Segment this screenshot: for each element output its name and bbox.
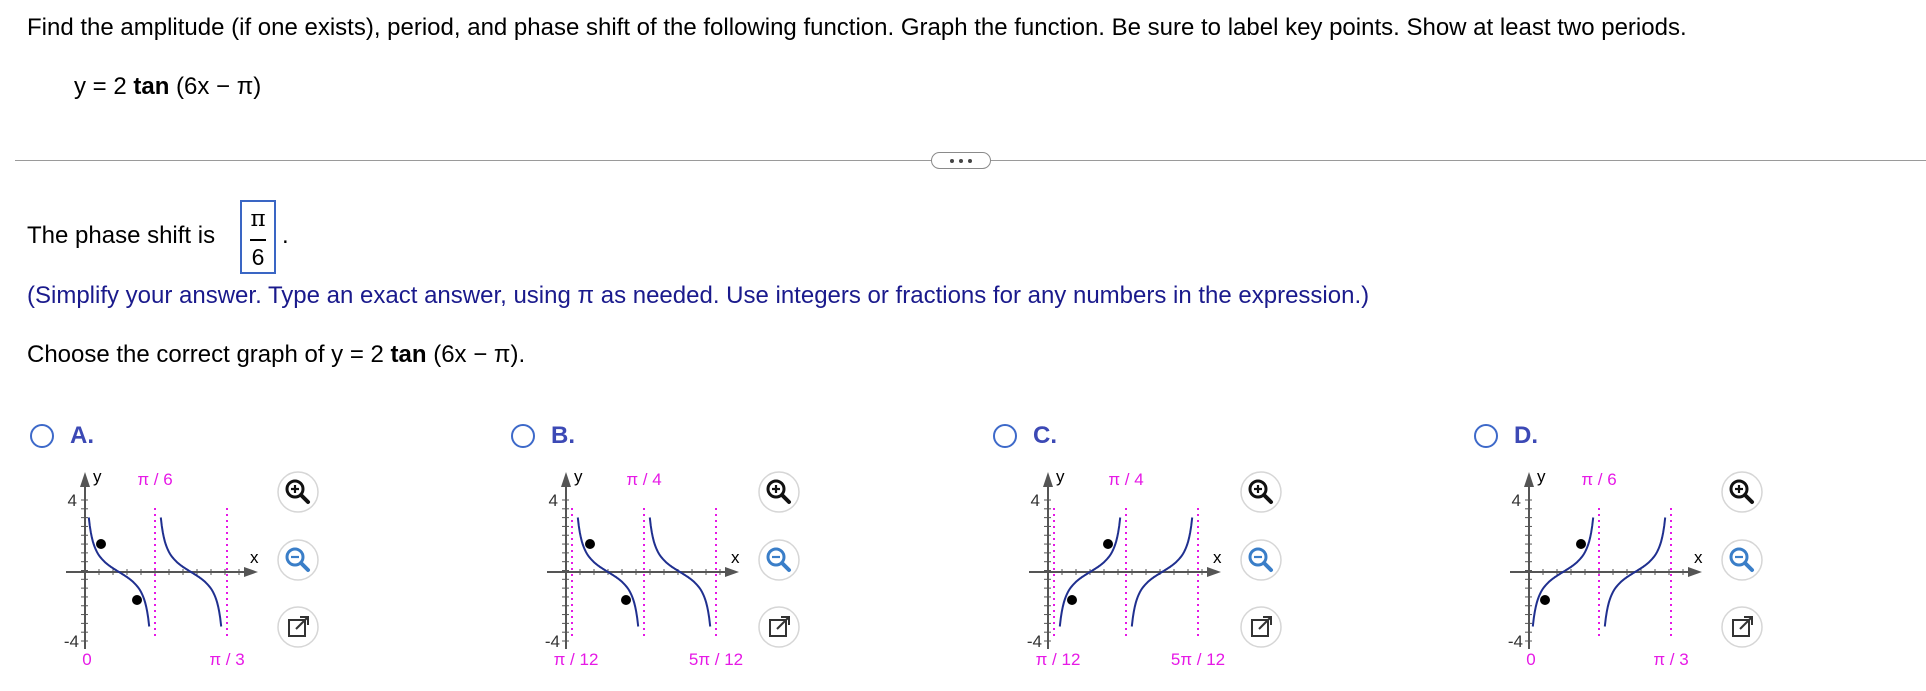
- option-radio[interactable]: [30, 424, 54, 448]
- tangent-graph: [1502, 460, 1727, 675]
- x-axis-label: x: [731, 548, 740, 567]
- choose-fn: tan: [390, 341, 427, 368]
- dot: [950, 159, 954, 163]
- zoom-out-icon[interactable]: [1720, 538, 1764, 582]
- answer-numerator: π: [250, 206, 266, 232]
- dot: [968, 159, 972, 163]
- choose-suffix: (6x − π).: [426, 341, 526, 368]
- option-letter: D.: [1514, 422, 1538, 449]
- y-axis-arrow: [1524, 472, 1534, 487]
- option-radio[interactable]: [1474, 424, 1498, 448]
- option-letter: C.: [1033, 422, 1057, 449]
- x-axis-arrow: [1688, 567, 1702, 577]
- zoom-in-icon[interactable]: [757, 470, 801, 514]
- right-x-label: π / 3: [209, 650, 245, 669]
- open-window-icon[interactable]: [757, 605, 801, 649]
- top-tick-label: π / 6: [137, 470, 173, 489]
- y-axis-label: y: [93, 467, 102, 486]
- top-tick-label: π / 6: [1581, 470, 1617, 489]
- right-x-label: 5π / 12: [1170, 650, 1226, 669]
- top-tick-label: π / 4: [626, 470, 662, 489]
- option-letter: A.: [70, 422, 94, 449]
- open-window-icon[interactable]: [1720, 605, 1764, 649]
- answer-hint: (Simplify your answer. Type an exact answer, using π as needed. Use integers or fractions for any numbers in the expression.): [27, 282, 1370, 309]
- left-x-label: π / 12: [553, 650, 599, 669]
- key-point: [585, 539, 595, 549]
- right-x-label: π / 3: [1653, 650, 1689, 669]
- x-axis-arrow: [725, 567, 739, 577]
- tangent-graph: [58, 460, 283, 675]
- fraction-bar: [250, 239, 266, 241]
- choose-prefix: Choose the correct graph of y = 2: [27, 341, 391, 368]
- tangent-graph: [1021, 460, 1246, 675]
- y-min-label: -4: [544, 632, 560, 651]
- sentence-period: .: [282, 222, 289, 249]
- equation-prefix: y = 2: [74, 73, 134, 100]
- question-prompt: Find the amplitude (if one exists), period, and phase shift of the following function. Graph the function. Be sure to label key points. Show at least two periods.: [27, 14, 1687, 41]
- y-axis-label: y: [574, 467, 583, 486]
- left-x-label: π / 12: [1035, 650, 1081, 669]
- key-point: [1540, 595, 1550, 605]
- y-axis-arrow: [1043, 472, 1053, 487]
- key-point: [132, 595, 142, 605]
- phase-shift-answer-input[interactable]: [240, 200, 276, 274]
- answer-denominator: 6: [251, 244, 265, 270]
- x-axis-arrow: [1207, 567, 1221, 577]
- y-max-label: 4: [548, 491, 558, 510]
- zoom-in-icon[interactable]: [1239, 470, 1283, 514]
- phase-shift-label: The phase shift is: [27, 222, 216, 249]
- zoom-out-icon[interactable]: [757, 538, 801, 582]
- y-axis-arrow: [561, 472, 571, 487]
- y-axis-label: y: [1537, 467, 1546, 486]
- open-window-icon[interactable]: [1239, 605, 1283, 649]
- equation-fn: tan: [133, 73, 170, 100]
- function-equation: [74, 73, 261, 101]
- dot: [959, 159, 963, 163]
- option-radio[interactable]: [993, 424, 1017, 448]
- left-x-label: 0: [1526, 650, 1536, 669]
- y-min-label: -4: [1507, 632, 1523, 651]
- y-max-label: 4: [67, 491, 77, 510]
- key-point: [1067, 595, 1077, 605]
- option-letter: B.: [551, 422, 575, 449]
- tangent-graph: [539, 460, 764, 675]
- key-point: [1576, 539, 1586, 549]
- open-window-icon[interactable]: [276, 605, 320, 649]
- equation-suffix: (6x − π): [169, 73, 262, 100]
- y-min-label: -4: [1026, 632, 1042, 651]
- key-point: [1103, 539, 1113, 549]
- zoom-out-icon[interactable]: [276, 538, 320, 582]
- x-axis-label: x: [1694, 548, 1703, 567]
- option-radio[interactable]: [511, 424, 535, 448]
- right-x-label: 5π / 12: [688, 650, 744, 669]
- y-max-label: 4: [1030, 491, 1040, 510]
- expand-more-button[interactable]: [931, 152, 991, 169]
- y-min-label: -4: [63, 632, 79, 651]
- zoom-out-icon[interactable]: [1239, 538, 1283, 582]
- y-max-label: 4: [1511, 491, 1521, 510]
- key-point: [96, 539, 106, 549]
- zoom-in-icon[interactable]: [276, 470, 320, 514]
- x-axis-label: x: [250, 548, 259, 567]
- y-axis-label: y: [1056, 467, 1065, 486]
- top-tick-label: π / 4: [1108, 470, 1144, 489]
- y-axis-arrow: [80, 472, 90, 487]
- left-x-label: 0: [82, 650, 92, 669]
- zoom-in-icon[interactable]: [1720, 470, 1764, 514]
- key-point: [621, 595, 631, 605]
- x-axis-label: x: [1213, 548, 1222, 567]
- x-axis-arrow: [244, 567, 258, 577]
- choose-graph-prompt: [27, 341, 525, 369]
